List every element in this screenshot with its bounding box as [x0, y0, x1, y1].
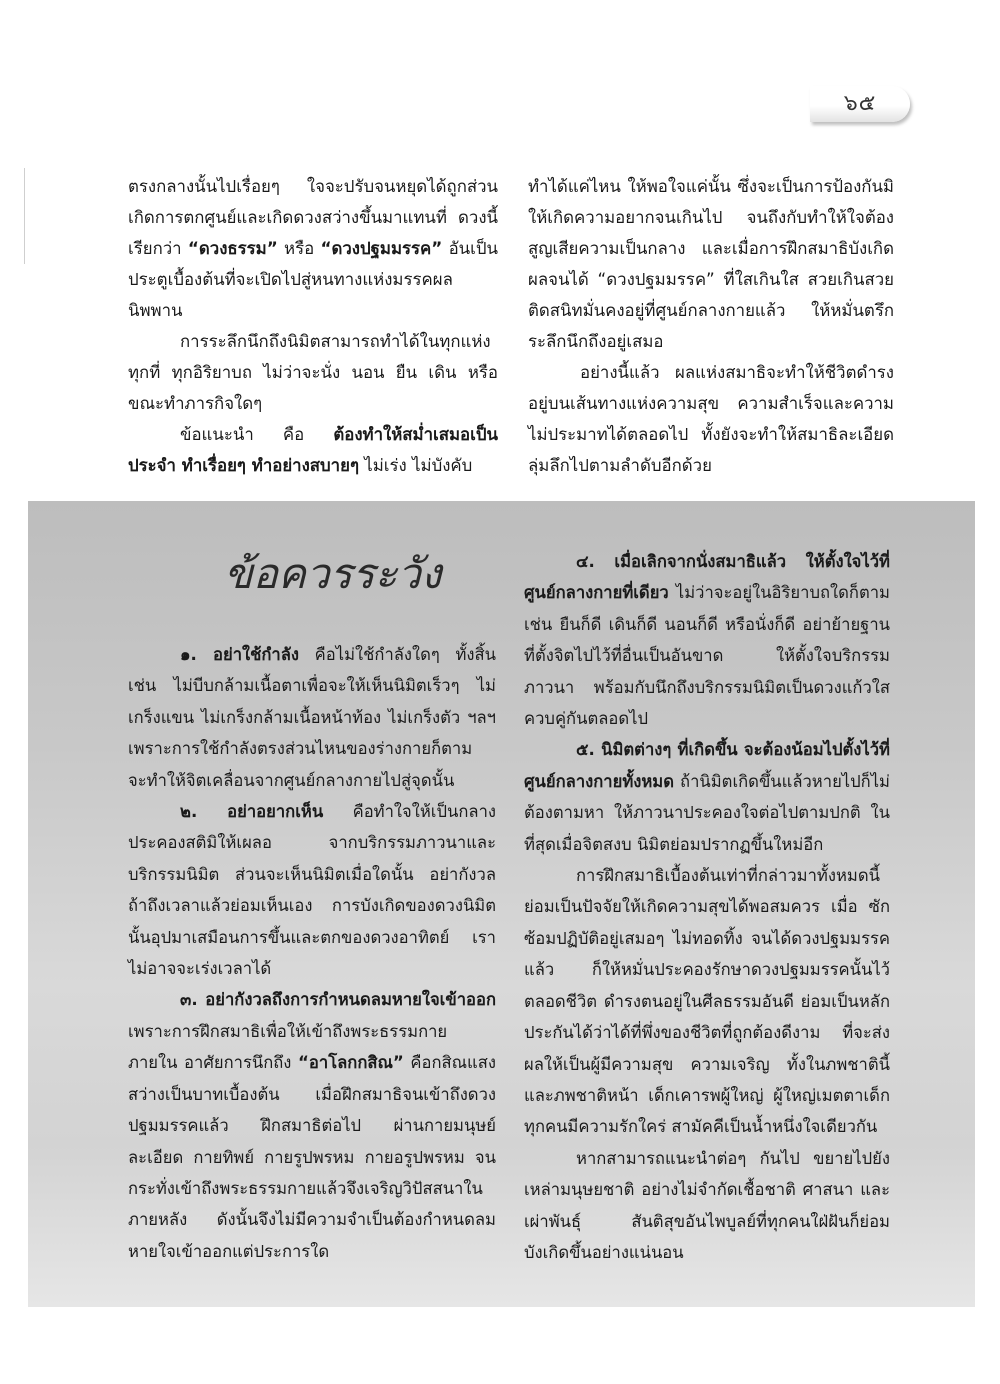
paragraph: อย่างนี้แล้ว ผลแห่งสมาธิจะทำให้ชีวิตดำรงอยู่บนเส้นทางแห่งความสุข ความสำเร็จและความไม่ประมาทได้ตลอดไป ทั้งยังจะทำให้สมาธิละเอียดลุ่มลึกไปตามลำดับอีกด้วย: [528, 362, 894, 475]
item-heading: ๓. อย่ากังวลถึงการกำหนดลมหายใจเข้าออก: [180, 990, 496, 1010]
caution-item-2: [128, 796, 496, 984]
item-text: คือทำใจให้เป็นกลาง ประคองสติมิให้เผลอ จากบริกรรมภาวนาและบริกรรมนิมิต ส่วนจะเห็นนิมิตเมื่อใดนั้น อย่ากังวล ถ้าถึงเวลาแล้วย่อมเห็นเอง การบังเกิดของดวงนิมิตนั้นอุปมาเสมือนการขึ้นและตกของดวงอาทิตย์ เราไม่อาจจะเร่งเวลาได้: [128, 802, 496, 979]
item-text: คือไม่ใช้กำลังใดๆ ทั้งสิ้น เช่น ไม่บีบกล้ามเนื้อตาเพื่อจะให้เห็นนิมิตเร็วๆ ไม่เกร็งแขน ไม่เกร็งกล้ามเนื้อหน้าท้อง ไม่เกร็งตัว ฯลฯ เพราะการใช้กำลังตรงส่วนไหนของร่างกายก็ตาม จะทำให้จิตเคลื่อนจากศูนย์กลางกายไปสู่จุดนั้น: [128, 645, 496, 790]
text-run: ตรงกลางนั้นไปเรื่อยๆ ใจจะปรับจนหยุดได้ถูกส่วน เกิดการตกศูนย์และเกิดดวงสว่างขึ้นมาแทนที่ ดวงนี้เรียกว่า: [128, 176, 498, 258]
caution-item-1: [128, 639, 496, 796]
box-left-column: [128, 639, 496, 1267]
cautions-box: [28, 501, 975, 1307]
item-text: ถ้านิมิตเกิดขึ้นแล้วหายไปก็ไม่ต้องตามหา ให้ภาวนาประคองใจต่อไปตามปกติ ในที่สุดเมื่อจิตสงบ นิมิตย่อมปรากฏขึ้นใหม่อีก: [524, 771, 890, 854]
page-number: ๖๕: [810, 86, 910, 122]
box-title: ข้อควรระวัง: [224, 549, 442, 598]
text-run: หรือ: [277, 238, 321, 258]
paragraph: [128, 419, 498, 481]
item-heading: ๒. อย่าอยากเห็น: [180, 802, 324, 822]
paragraph: การฝึกสมาธิเบื้องต้นเท่าที่กล่าวมาทั้งหมดนี้ย่อมเป็นปัจจัยให้เกิดความสุขได้พอสมควร เมื่อ ซักซ้อมปฏิบัติอยู่เสมอๆ ไม่ทอดทิ้ง จนได้ดวงปฐมมรรคแล้ว ก็ให้หมั่นประคองรักษาดวงปฐมมรรคนั้นไว้ตลอดชีวิต ดำรงตนอยู่ในศีลธรรมอันดี ย่อมเป็นหลักประกันได้ว่าได้ที่พึ่งของชีวิตที่ถูกต้องดีงาม ที่จะส่งผลให้เป็นผู้มีความสุข ความเจริญ ทั้งในภพชาตินี้และภพชาติหน้า เด็กเคารพผู้ใหญ่ ผู้ใหญ่เมตตาเด็ก ทุกคนมีความรักใคร่ สามัคคีเป็นน้ำหนึ่งใจเดียวกัน: [524, 866, 890, 1137]
item-text: เพราะการฝึกสมาธิเพื่อให้เข้าถึงพระธรรมกายภายใน อาศัยการนึกถึง: [128, 1021, 448, 1073]
top-left-column: [128, 171, 498, 481]
paragraph: หากสามารถแนะนำต่อๆ กันไป ขยายไปยังเหล่ามนุษยชาติ อย่างไม่จำกัดเชื้อชาติ ศาสนา และเผ่าพันธุ์ สันติสุขอันไพบูลย์ที่ทุกคนใฝ่ฝันก็ย่อมบังเกิดขึ้นอย่างแน่นอน: [524, 1148, 890, 1262]
paragraph: การระลึกนึกถึงนิมิตสามารถทำได้ในทุกแห่ง ทุกที่ ทุกอิริยาบถ ไม่ว่าจะนั่ง นอน ยืน เดิน หรือขณะทำภารกิจใดๆ: [128, 331, 498, 413]
bold-term: “ดวงปฐมมรรค”: [320, 238, 443, 258]
item-heading: ๑. อย่าใช้กำลัง: [180, 645, 300, 664]
paragraph: [128, 171, 498, 326]
bold-term: “อาโลกกสิณ”: [298, 1053, 404, 1073]
caution-item-5: [524, 734, 890, 860]
box-right-column: [524, 546, 890, 1268]
item-heading: ๕. นิมิตต่างๆ ที่เกิดขึ้น จะต้องน้อมไปตั้งไว้ที่ศูนย์กลางกายทั้งหมด: [524, 740, 890, 791]
top-right-column: [528, 171, 894, 481]
bold-term: ต้องทำให้สม่ำเสมอเป็นประจำ ทำเรื่อยๆ ทำอย่างสบายๆ: [128, 424, 498, 475]
bold-term: “ดวงธรรม”: [187, 238, 278, 258]
paragraph: ทำได้แค่ไหน ให้พอใจแค่นั้น ซึ่งจะเป็นการป้องกันมิให้เกิดความอยากจนเกินไป จนถึงกับทำให้ใจต้องสูญเสียความเป็นกลาง และเมื่อการฝึกสมาธิบังเกิดผลจนได้ “ดวงปฐมมรรค” ที่ใสเกินใส สวยเกินสวย ติดสนิทมั่นคงอยู่ที่ศูนย์กลางกายแล้ว ให้หมั่นตรึกระลึกนึกถึงอยู่เสมอ: [528, 176, 894, 351]
item-text: ไม่ว่าจะอยู่ในอิริยาบถใดก็ตาม เช่น ยืนก็ดี เดินก็ดี นอนก็ดี หรือนั่งก็ดี อย่าย้ายฐานที่ตั้งจิตไปไว้ที่อื่นเป็นอันขาด ให้ตั้งใจบริกรรมภาวนา พร้อมกับนึกถึงบริกรรมนิมิตเป็นดวงแก้วใสควบคู่กันตลอดไป: [524, 583, 890, 729]
text-run: ไม่เร่ง ไม่บังคับ: [358, 455, 473, 475]
margin-rule: [24, 168, 25, 264]
text-run: อันเป็นประตูเบื้องต้นที่จะเปิดไปสู่หนทางแห่งมรรคผลนิพพาน: [128, 238, 498, 320]
item-heading: ๔. เมื่อเลิกจากนั่งสมาธิแล้ว ให้ตั้งใจไว้ที่ศูนย์กลางกายที่เดียว: [524, 552, 890, 603]
text-run: ข้อแนะนำ คือ: [180, 424, 334, 444]
item-text: คือกสิณแสงสว่างเป็นบาทเบื้องต้น เมื่อฝึกสมาธิจนเข้าถึงดวงปฐมมรรคแล้ว ฝึกสมาธิต่อไป ผ่านกายมนุษย์ละเอียด กายทิพย์ กายรูปพรหม กายอรูปพรหม จนกระทั่งเข้าถึงพระธรรมกายแล้วจึงเจริญวิปัสสนาในภายหลัง ดังนั้นจึงไม่มีความจำเป็นต้องกำหนดลมหายใจเข้าออกแต่ประการใด: [128, 1053, 496, 1261]
caution-item-4: [524, 546, 890, 734]
caution-item-3: [128, 984, 496, 1267]
